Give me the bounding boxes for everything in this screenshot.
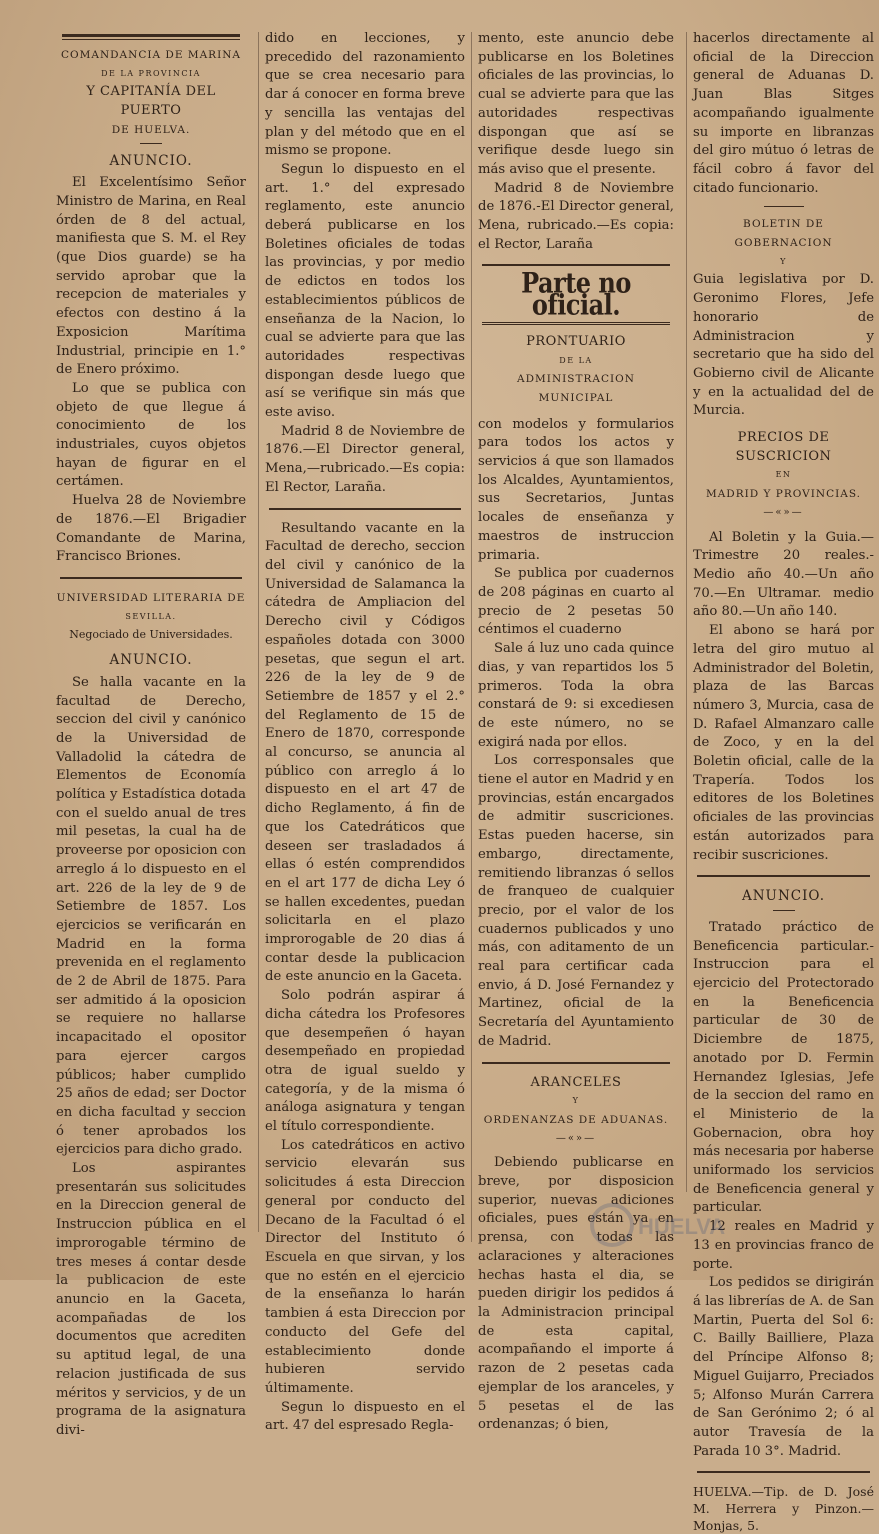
paragraph: Segun lo dispuesto en el art. 1.° del expresado reglamento, este anuncio deberá publicarse en los Boletines oficiales de todas las provincias, y por medio de edictos en todos los establecimientos públicos de enseñanza de la Nacion, lo cual se advierte para que las autoridades respectivas dispongan desde luego que así se verifique sin más que este aviso.: [265, 161, 465, 421]
paragraph: Al Boletin y la Guia.—Trimestre 20 reales.-Medio año 40.—Un año 70.—En Ultramar. medio año 80.—Un año 140.: [693, 529, 874, 620]
section-title: ARANCELES: [530, 1074, 622, 1090]
paragraph: Lo que se publica con objeto de que llegue á conocimiento de los industriales, cuyos objetos hayan de figurar en el certámen.: [56, 380, 246, 490]
column-4: [693, 30, 874, 1534]
column-divider: [471, 32, 472, 1242]
paragraph: con modelos y formularios para todos los actos y servicios á que son llamados los Alcaldes, Ayuntamientos, sus Secretarios, Juntas locales de enseñanza y maestros de instruccion primaria.: [478, 416, 674, 563]
ornament: —«»—: [763, 506, 804, 518]
paragraph: dido en lecciones, y precedido del razonamiento que se crea necesario para dar á conocer en forma breve y sencilla las ventajas del plan y del método que en el mismo se propone.: [265, 31, 465, 159]
paragraph: mento, este anuncio debe publicarse en los Boletines oficiales de las provincias, lo cual se advierte para que las autoridades respectivas dispongan que así se verifique desde luego sin más aviso que el presente.: [478, 31, 674, 177]
paragraph: Solo podrán aspirar á dicha cátedra los Profesores que desempeñen ó hayan desempeñado en propiedad otra de igual sueldo y categoría, y de la misma ó análoga asignatura y tengan el título correspondiente.: [265, 988, 465, 1135]
org-name: UNIVERSIDAD LITERARIA DE: [56, 591, 246, 604]
org-subtitle: DE LA PROVINCIA: [101, 68, 201, 78]
imprint-footer: HUELVA.—Tip. de D. José M. Herrera y Pinzon.—Monjas, 5.: [693, 1484, 874, 1534]
column-2: [265, 30, 465, 1434]
section-subtitle: Y: [572, 1096, 580, 1106]
column-1: [56, 30, 246, 1438]
section-subtitle: EN: [775, 470, 792, 480]
paragraph: Sale á luz uno cada quince dias, y van repartidos los 5 primeros. Toda la obra constará de 9: si excediesen de este número, no se exigirá nada por ellos.: [478, 641, 674, 750]
paragraph: Segun lo dispuesto en el art. 47 del espresado Regla-: [265, 1399, 465, 1434]
section-divider: [482, 1062, 670, 1064]
section-title: ANUNCIO.: [109, 652, 193, 669]
section-subtitle: DE LA: [559, 355, 593, 365]
paragraph: El Excelentísimo Señor Ministro de Marina, en Real órden de 8 del actual, manifiesta que S. M. el Rey (que Dios guarde) se ha servido aprobar que la recepcion de materiales y efectos con destino á la Exposicion Marítima Industrial, principie en 1.° de Enero próximo.: [56, 175, 246, 378]
org-subtitle: DE HUELVA.: [111, 123, 191, 136]
section-title: PRECIOS DE SUSCRICION: [735, 430, 832, 464]
section-subtitle: MADRID Y PROVINCIAS.: [705, 488, 862, 501]
paragraph: 12 reales en Madrid y 13 en provincias franco de porte.: [693, 1219, 874, 1272]
header-rule-thin: [62, 39, 240, 40]
org-name: Y CAPITANÍA DEL PUERTO: [86, 84, 216, 119]
org-subtitle: SEVILLA.: [125, 611, 177, 621]
watermark-text: HUELVA: [638, 1214, 726, 1239]
paragraph: Debiendo publicarse en breve, por disposicion superior, nuevas adiciones oficiales, pues están ya en prensa, con todas las aclaraciones y alteraciones hechas hasta el dia, se pueden dirigir los pedidos á la Administracion principal de esta capital, acompañando el importe á razon de 2 pesetas cada ejemplar de los aranceles, y 5 pesetas el de las ordenanzas; ó bien,: [478, 1155, 674, 1433]
paragraph: Madrid 8 de Noviembre de 1876.-El Director general, Mena, rubricado.—Es copia: el Rector, Laraña: [478, 180, 674, 252]
watermark-stamp: [590, 1190, 726, 1260]
column-divider: [258, 32, 259, 1232]
paragraph: Se halla vacante en la facultad de Derecho, seccion del civil y canónico de la Universidad de Valladolid la cátedra de Elementos de Economía política y Estadística dotada con el sueldo anual de tres mil pesetas, la cual ha de proveerse por oposicion con arreglo á lo dispuesto en el art. 226 de la ley de 9 de Setiembre de 1857. Los ejercicios se verificarán en Madrid en la forma prevenida en el reglamento de 2 de Abril de 1875. Para ser admitido á la oposicion se requiere no hallarse incapacitado el opositor para ejercer cargos públicos; haber cumplido 25 años de edad; ser Doctor en dicha facultad y seccion ó tener aprobados los ejercicios para dicho grado.: [56, 674, 246, 1158]
paragraph: Madrid 8 de Noviembre de 1876.—El Director general, Mena,—rubricado.—Es copia: El Rector, Laraña.: [265, 423, 465, 495]
section-subtitle: Y: [780, 256, 787, 266]
paragraph: Los corresponsales que tiene el autor en Madrid y en provincias, están encargados de admitir suscriciones. Estas pueden hacerse, sin embargo, directamente, remitiendo libranzas ó sellos de franqueo de cualquier precio, por el valor de los cuadernos publicados y uno más, con aditamento de un real para certificar cada envio, á D. José Fernandez y Martinez, oficial de la Secretaría del Ayuntamiento de Madrid.: [478, 753, 674, 1049]
paragraph: Los catedráticos en activo servicio elevarán sus solicitudes á esta Direccion general por conducto del Decano de la Facultad ó el Director del Instituto ó Escuela en que sirvan, y los que no estén en el ejercicio de la enseñanza lo harán tambien á esta Direccion por conducto del Gefe del establecimiento donde hubieren servido últimamente.: [265, 1137, 465, 1396]
ornament-bar: [764, 206, 804, 207]
section-title: ANUNCIO.: [742, 888, 825, 905]
column-3: [478, 30, 674, 1433]
section-subtitle: ORDENANZAS DE ADUANAS.: [483, 1113, 669, 1126]
header-rule: [62, 34, 240, 37]
section-divider: [269, 508, 461, 510]
paragraph: Huelva 28 de Noviembre de 1876.—El Brigadier Comandante de Marina, Francisco Briones.: [56, 493, 246, 565]
paragraph: Guia legislativa por D. Geronimo Flores, Jefe honorario de Administracion y secretario que ha sido del Gobierno civil de Alicante y en la actualidad del de Murcia.: [693, 272, 874, 419]
paragraph: Los pedidos se dirigirán á las librerías de A. de San Martin, Puerta del Sol 6: C. Bailly Bailliere, Plaza del Príncipe Alfonso 8; Miguel Guijarro, Preciados 5; Alfonso Murán Carrera de San Gerónimo 2; ó al autor Travesía de la Parada 10 3°. Madrid.: [693, 1275, 874, 1459]
section-heading-parte: Parte no oficial.: [521, 266, 631, 322]
section-title: BOLETIN DE GOBERNACION: [734, 218, 833, 250]
paragraph: hacerlos directamente al oficial de la Direccion general de Aduanas D. Juan Blas Sitges acompañando igualmente su importe en libranzas del giro mútuo ó letras de fácil cobro á favor del citado funcionario.: [693, 31, 874, 196]
paragraph: Los aspirantes presentarán sus solicitudes en la Direccion general de Instruccion pública en el improrogable término de tres meses á contar desde la publicacion de este anuncio en la Gaceta, acompañadas de los documentos que acrediten su aptitud legal, de una relacion justificada de sus méritos y servicios, y de un programa de la asignatura divi-: [56, 1161, 246, 1438]
double-rule: [482, 322, 670, 325]
ornament: —«»—: [555, 1132, 597, 1144]
org-subtitle: Negociado de Universidades.: [69, 628, 233, 642]
section-subtitle: ADMINISTRACION MUNICIPAL: [517, 373, 635, 404]
column-divider: [686, 32, 687, 1192]
paragraph: El abono se hará por letra del giro mutuo al Administrador del Boletin, plaza de las Barcas número 3, Murcia, casa de D. Rafael Almanzaro calle de Zoco, y en la del Boletin oficial, calle de la Trapería. Todos los editores de los Boletines oficiales de las provincias están autorizados para recibir suscriciones.: [693, 623, 874, 863]
paragraph: Se publica por cuadernos de 208 páginas en cuarto al precio de 2 pesetas 50 céntimos el cuaderno: [478, 566, 674, 638]
paragraph: Resultando vacante en la Facultad de derecho, seccion del civil y canónico de la Universidad de Salamanca la cátedra de Ampliacion del Derecho civil y Códigos españoles dotada con 3000 pesetas, que segun el art. 226 de la ley de 9 de Setiembre de 1857 y el 2.° del Reglamento de 15 de Enero de 1870, corresponde al concurso, se anuncia al público con arreglo á lo dispuesto en el art 47 de dicho Reglamento, á fin de que los Catedráticos que deseen ser trasladados á ellas ó estén comprendidos en el art 177 de dicha Ley ó se hallen excedentes, puedan solicitarla en el plazo improrogable de 20 dias á contar desde la publicacion de este anuncio en la Gaceta.: [265, 520, 465, 985]
section-divider: [697, 875, 870, 877]
section-title: ANUNCIO.: [109, 152, 193, 169]
section-divider: [697, 1471, 870, 1473]
ornament-bar: [140, 143, 162, 144]
org-name: COMANDANCIA DE MARINA: [60, 49, 242, 61]
paragraph: Tratado práctico de Beneficencia particular.-Instruccion para el ejercicio del Protectorado en la Beneficencia particular de 30 de Diciembre de 1875, anotado por D. Fermin Hernandez Iglesias, Jefe de la seccion del ramo en el Ministerio de la Gobernacion, obra hoy más necesaria por haberse uniformado los servicios de Beneficencia general y particular.: [693, 919, 874, 1216]
section-divider: [60, 577, 242, 579]
section-title: PRONTUARIO: [526, 333, 626, 349]
ornament-bar: [773, 910, 795, 911]
